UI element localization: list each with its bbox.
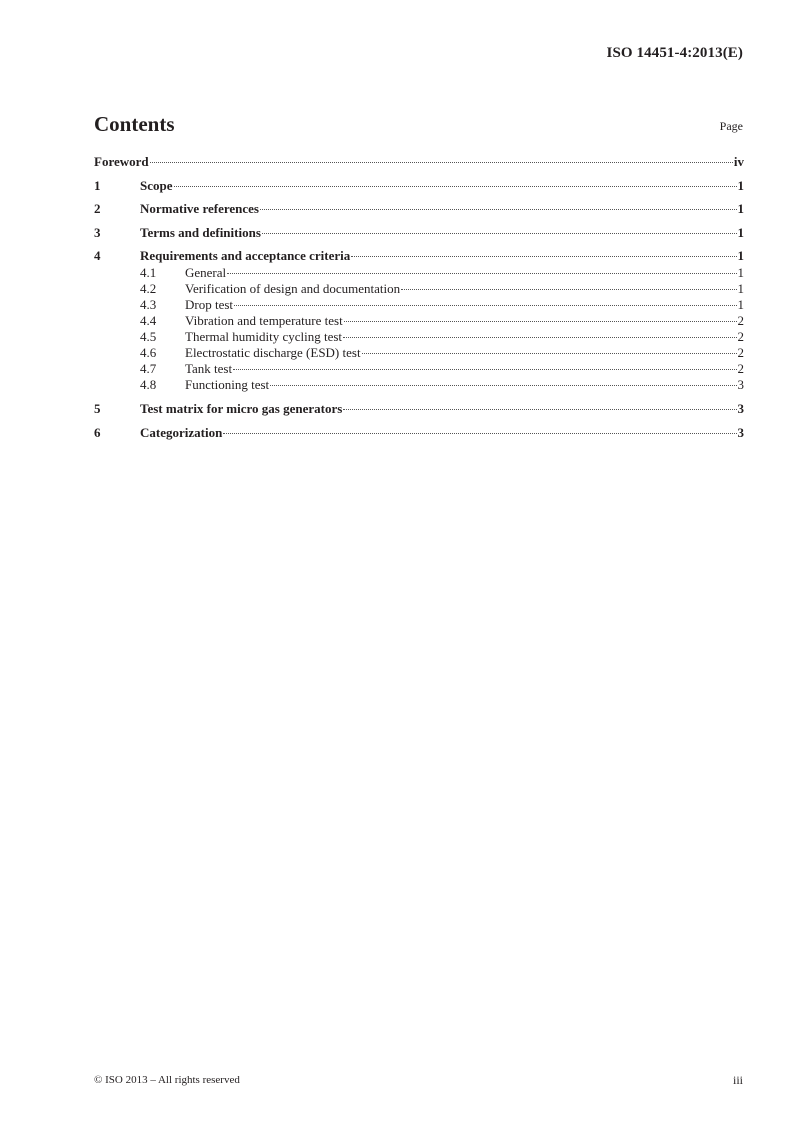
- dot-leader: [401, 289, 736, 290]
- dot-leader: [150, 162, 733, 163]
- toc-entry-categorization[interactable]: [94, 425, 744, 449]
- copyright-notice: © ISO 2013 – All rights reserved: [94, 1074, 240, 1086]
- toc-subentry-number: 4.8: [140, 377, 157, 392]
- toc-entry-scope[interactable]: [94, 178, 744, 202]
- toc-subentry-title: Functioning test: [185, 377, 270, 392]
- toc-entry-page: 1: [737, 224, 744, 240]
- toc-entry-number: 3: [94, 224, 101, 240]
- dot-leader: [233, 369, 736, 370]
- toc-entry-number: 4: [94, 248, 101, 263]
- toc-subentry-page: 2: [737, 361, 744, 376]
- dot-leader: [351, 256, 736, 257]
- toc-subentry-title: Drop test: [185, 297, 234, 312]
- toc-entry-title: Terms and definitions: [140, 224, 261, 240]
- toc-entry-number: 1: [94, 177, 101, 193]
- toc-entry-page: 3: [737, 424, 744, 440]
- dot-leader: [343, 409, 736, 410]
- toc-subentry-title: Tank test: [185, 361, 233, 376]
- toc-entry-foreword[interactable]: [94, 154, 744, 178]
- toc-entry-terms-and-definitions[interactable]: [94, 225, 744, 249]
- toc-subentry-title: Vibration and temperature test: [185, 313, 343, 328]
- toc-subentry-number: 4.1: [140, 265, 157, 280]
- dot-leader: [362, 353, 737, 354]
- toc-entry-number: 6: [94, 424, 101, 440]
- toc-entry-title: Requirements and acceptance criteria: [140, 248, 351, 263]
- toc-subentry-title: General: [185, 265, 227, 280]
- toc-entry-title: Scope: [140, 177, 173, 193]
- toc-subentry-drop-test[interactable]: [94, 297, 744, 313]
- document-id: ISO 14451-4:2013(E): [606, 45, 743, 61]
- page-column-label: Page: [719, 119, 743, 133]
- toc-subentry-title: Electrostatic discharge (ESD) test: [185, 345, 361, 360]
- toc-subentry-page: 1: [737, 265, 744, 280]
- contents-heading: Contents: [94, 112, 175, 136]
- toc-subentry-title: Thermal humidity cycling test: [185, 329, 343, 344]
- toc-entry-page: 1: [737, 248, 744, 263]
- toc-entry-page: 1: [737, 201, 744, 216]
- toc-entry-page: 3: [737, 401, 744, 416]
- toc-subentry-vibration[interactable]: [94, 313, 744, 329]
- toc-entry-title: Foreword: [94, 154, 149, 169]
- toc-subentry-page: 3: [737, 377, 744, 392]
- toc-subentry-functioning-test[interactable]: [94, 377, 744, 393]
- toc-subentry-thermal-humidity[interactable]: [94, 329, 744, 345]
- toc-entry-title: Categorization: [140, 424, 223, 440]
- toc-subentry-page: 1: [737, 281, 744, 296]
- dot-leader: [270, 385, 736, 386]
- toc-subentry-general[interactable]: [94, 265, 744, 281]
- toc-subentry-page: 2: [737, 329, 744, 344]
- dot-leader: [344, 321, 737, 322]
- table-of-contents: [94, 154, 744, 448]
- dot-leader: [174, 186, 737, 187]
- dot-leader: [223, 433, 736, 434]
- toc-subentry-esd[interactable]: [94, 345, 744, 361]
- toc-subentry-page: 1: [737, 297, 744, 312]
- toc-subentry-number: 4.6: [140, 345, 157, 360]
- toc-subentry-number: 4.3: [140, 297, 157, 312]
- toc-entry-page: 1: [737, 177, 744, 193]
- dot-leader: [234, 305, 736, 306]
- toc-subentry-number: 4.2: [140, 281, 157, 296]
- toc-subentry-number: 4.5: [140, 329, 157, 344]
- toc-subentry-verification[interactable]: [94, 281, 744, 297]
- toc-subentry-tank-test[interactable]: [94, 361, 744, 377]
- toc-entry-requirements[interactable]: [94, 248, 744, 265]
- toc-entry-number: 2: [94, 201, 101, 216]
- toc-entry-number: 5: [94, 401, 101, 416]
- page-number: iii: [732, 1073, 743, 1087]
- toc-entry-normative-references[interactable]: [94, 201, 744, 225]
- toc-entry-page: iv: [733, 154, 744, 169]
- toc-subentry-page: 2: [737, 313, 744, 328]
- toc-subentry-title: Verification of design and documentation: [185, 281, 401, 296]
- dot-leader: [262, 233, 737, 234]
- toc-entry-title: Normative references: [140, 201, 259, 216]
- toc-entry-title: Test matrix for micro gas generators: [140, 401, 343, 416]
- toc-subentry-number: 4.7: [140, 361, 157, 376]
- toc-subentry-number: 4.4: [140, 313, 157, 328]
- dot-leader: [227, 273, 736, 274]
- toc-subentry-page: 2: [737, 345, 744, 360]
- toc-entry-test-matrix[interactable]: [94, 401, 744, 425]
- dot-leader: [260, 209, 737, 210]
- dot-leader: [343, 337, 736, 338]
